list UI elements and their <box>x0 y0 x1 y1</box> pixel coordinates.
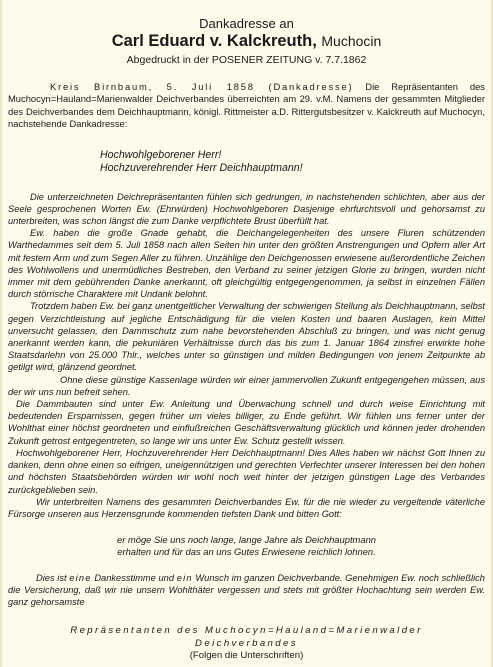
salutation-line-2: Hochzuverehrender Herr Deichhauptmann! <box>100 162 303 175</box>
closing-wish <box>8 534 485 558</box>
header-name-line <box>8 32 485 51</box>
address-body <box>8 191 485 520</box>
final-emphasis-eine: eine <box>69 572 92 583</box>
intro-paragraph <box>8 81 485 131</box>
final-text-2: Dankesstimme und <box>91 572 177 583</box>
recipient-name: Carl Eduard v. Kalckreuth, <box>111 32 317 50</box>
body-paragraph: Hochwohlgeborener Herr, Hochzuverehrender Herr Deichhauptmann! Dies Alles haben wir nächst Gott Ihnen zu danken, denn ohne einen so eifrigen, uneigennützigen und gerechten Verfechter unserer Interessen bei den hohen und höchsten Staatsbehörden würden wir wohl noch weit hinter der jetzigen günstigen Lage des Verbandes zurückgeblieben sein. <box>8 447 485 495</box>
body-paragraph: Trotzdem haben Ew. bei ganz unentgeltlicher Verwaltung der schwierigen Stellung als Deichhauptmann, selbst gegen Verzichtleistung auf jegliche Entschädigung für die vielen Kosten und baaren Auslagen, kein Mittel unversucht gelassen, den Dammschutz zum nahe bevorstehenden Abschluß zu bringen, und was nicht genug anerkannt werden kann, die pekuniären Verhältnisse durch das bis zum 1. Januar 1864 zinsfrei erwirkte hohe Staatsdarlehn von 25.000 Thlr., welches unter so günstigen und milden Bedingungen von jenem Zeitpunkte ab getilgt wird, glänzend geordnet. <box>8 301 485 373</box>
body-paragraph: Die unterzeichneten Deichrepräsentanten fühlen sich gedrungen, in nachstehenden schlichten, aber aus der Seele gesprochenen Worten Ew. (Ehrwürden) Hochwohlgeboren Dasjenige ehrfurchtsvoll und gehorsamst zu unterbreiten, was schon längst die zum Danke verpflichtete Brust überfüllt hat. <box>8 191 485 227</box>
closing-line-1: er möge Sie uns noch lange, lange Jahre als Deichhauptmann <box>116 534 377 546</box>
salutation-line-1: Hochwohlgeborener Herr! <box>100 148 222 161</box>
body-paragraph: Wir unterbreiten Namens des gesammten Deichverbandes Ew. für die nie wieder zu vergeltende väterliche Fürsorge unseren aus Herzensgrunde kommenden tiefsten Dank und bitten Gott: <box>8 496 485 519</box>
signature-block <box>8 625 485 663</box>
final-text-3: Wunsch im ganzen Deichverbande. Genehmigen Ew. noch schließlich die Versicherung, daß wir nie unsern Wohlthäter vergessen und stets mit größter Hochachtung sein werden Ew. ganz gehorsamste <box>8 572 485 607</box>
body-paragraph: Die Dammbauten sind unter Ew. Anleitung und Überwachung schnell und durch weise Einrichtung mit bedeutenden Ersparnissen, gegen früher um vieles billiger, zu Ende geführt. Wir fühlen uns ferner unter der Wohlthat einer höchst geordneten und einflußreichen Geschäftsverwaltung glücklich und können jeder drohenden Zukunft getrost entgegentreten, so lange wir uns unter Ew. Schutz gestellt wissen. <box>8 399 485 446</box>
body-paragraph: Ohne diese günstige Kassenlage würden wir einer jammervollen Zukunft entgegengehen müssen, aus der wir uns nun befreit sehen. <box>8 374 485 397</box>
salutation <box>100 149 485 176</box>
signature-line-1: Repräsentanten des Muchocyn=Hauland=Marienwalder <box>70 625 423 637</box>
signature-note: (Folgen die Unterschriften) <box>189 650 304 662</box>
recipient-place: Muchocin <box>321 33 382 49</box>
closing-line-2: erhalten und für das an uns Gutes Erwiesene reichlich lohnen. <box>117 546 376 558</box>
intro-dateline: Kreis Birnbaum, 5. Juli 1858 (Dankadresse) <box>50 81 354 92</box>
source-note: Abgedruckt in der POSENER ZEITUNG v. 7.7.1862 <box>126 54 367 66</box>
header-title: Dankadresse an <box>199 16 294 31</box>
document-header <box>8 16 485 67</box>
intro-text: Die Repräsentanten des Muchocyn=Hauland=Marienwalder Deichverbandes überreichten am 29. v.M. Namens der gesammten Mitglieder des Deichverbandes dem Deichhauptmann, königl. Rittmeister a.D. Rittergutsbesitzer v. Kalckreuth auf Muchocyn, nachstehende Dankadresse: <box>8 81 485 130</box>
final-emphasis-ein: ein <box>176 572 193 583</box>
page-edge-left <box>0 0 2 667</box>
final-paragraph <box>8 572 485 609</box>
body-paragraph: Ew. haben die große Gnade gehabt, die Deichangelegenheiten des unsere Fluren schützenden Warthedammes seit dem 5. Juli 1858 nach allen Seiten hin unter den größten Anstrengungen und Opfern aller Art mit festem Arm und zum Segen Aller zu führen. Unzählige den Deichgenossen erwiesene außerordentliche Zeichen des Wohlwollens und unermüdliches Bestreben, den Verband zu seiner jetzigen Glorie zu bringen, wurden nicht immer mit dem gebührenden Danke anerkannt, oft gleichgültig entgegengenommen, ja selbst in einzelnen Fällen durch störrische Charaktere mit Undank belohnt. <box>8 228 485 300</box>
final-text-1: Dies ist <box>36 572 70 583</box>
signature-line-2: Deichverbandes <box>195 637 298 649</box>
